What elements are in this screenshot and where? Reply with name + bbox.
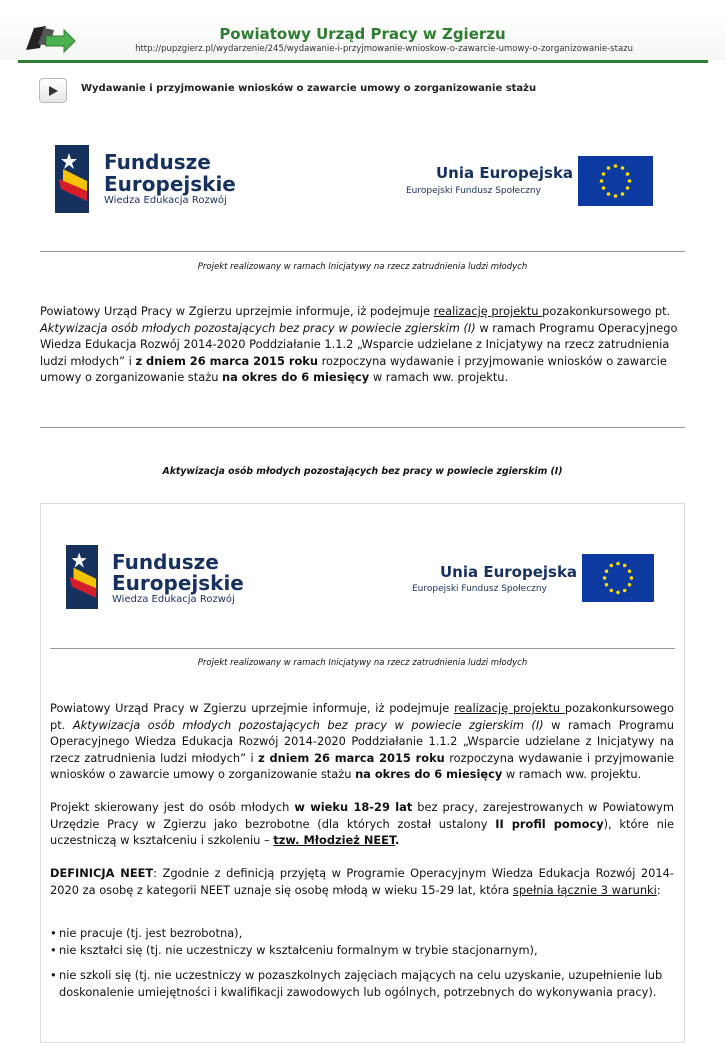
intro-paragraph: Powiatowy Urząd Pracy w Zgierzu uprzejmie informuje, iż podejmuje realizację projektu pozakonkursowego pt. Aktywizacja osób młodych pozostających bez pracy w powiecie zgierskim (I) w ramach Programu Operacyjnego Wiedza Edukacja Rozwój 2014-2020 Poddziałanie 1.1.2 „Wsparcie udzielane z Inicjatywy na rzecz zatrudnienia ludzi młodych” i z dniem 26 marca 2015 roku rozpoczyna wydawanie i przyjmowanie wniosków o zawarcie umowy o zorganizowanie stażu na okres do 6 miesięcy w ramach ww. projektu. — [40, 304, 678, 385]
eu-funds-banner — [40, 128, 685, 223]
ue-line1: Unia Europejska — [440, 563, 578, 581]
fe-line2: Europejskie — [112, 571, 244, 595]
play-arrow-icon — [48, 85, 59, 97]
back-button[interactable] — [39, 78, 67, 103]
neet-conditions-list — [50, 925, 674, 1000]
project-link[interactable]: realizację projektu — [433, 304, 543, 318]
fe-line2: Europejskie — [104, 172, 236, 196]
section-paragraph-2: Projekt skierowany jest do osób młodych w wieku 18-29 lat bez pracy, zarejestrowanych w Powiatowym Urzędzie Pracy w Zgierzu jako bezrobotne (dla których został ustalony II profil pomocy), które nie uczestniczą w kształceniu i szkoleniu – tzw. Młodzież NEET. — [50, 800, 675, 848]
page-url: http://pupzgierz.pl/wydarzenie/245/wydawanie-i-przyjmowanie-wnioskow-o-zawarcie-umowy-o-zorganizowanie-stazu — [135, 44, 633, 54]
divider — [50, 648, 675, 649]
neet-definition: DEFINICJA NEET: Zgodnie z definicją przyjętą w Programie Operacyjnym Wiedza Edukacja Rozwój 2014-2020 za osobę z kategorii NEET uznaje się osobę młodą w wieku 15-29 lat, która spełnia łącznie 3 warunki: — [50, 866, 674, 897]
ue-line1: Unia Europejska — [436, 164, 574, 182]
fe-line3: Wiedza Edukacja Rozwój — [104, 195, 227, 206]
eu-funds-banner — [50, 528, 675, 623]
section-paragraph-1: Powiatowy Urząd Pracy w Zgierzu uprzejmie informuje, iż podejmuje realizację projektu pozakonkursowego pt. Aktywizacja osób młodych pozostających bez pracy w powiecie zgierskim (I) w ramach Programu Operacyjnego Wiedza Edukacja Rozwój 2014-2020 Poddziałanie 1.1.2 „Wsparcie udzielane z Inicjatywy na rzecz zatrudnienia ludzi młodych” i z dniem 26 marca 2015 roku rozpoczyna wydawanie i przyjmowanie wniosków o zawarcie umowy o zorganizowanie stażu na okres do 6 miesięcy w ramach ww. projektu. — [50, 701, 674, 782]
header-divider — [18, 60, 708, 63]
project-link[interactable]: realizację projektu — [454, 701, 565, 715]
fundusze-europejskie-logo-icon — [65, 545, 99, 609]
fe-line1: Fundusze — [112, 550, 219, 574]
fundusze-europejskie-logo-icon — [55, 145, 89, 213]
eu-flag-icon — [582, 554, 654, 602]
eu-flag-icon — [578, 156, 653, 206]
project-caption: Projekt realizowany w ramach Inicjatywy na rzecz zatrudnienia ludzi młodych — [197, 262, 528, 272]
conditions-link[interactable]: spełnia łącznie 3 warunki — [512, 882, 657, 897]
ue-line2: Europejski Fundusz Społeczny — [412, 584, 547, 594]
project-caption: Projekt realizowany w ramach Inicjatywy na rzecz zatrudnienia ludzi młodych — [197, 658, 528, 668]
fe-line3: Wiedza Edukacja Rozwój — [112, 594, 235, 605]
list-item: • nie szkoli się (tj. nie uczestniczy w pozaszkolnych zajęciach mających na celu uzyskanie, uzupełnienie lub doskonalenie umiejętności i kwalifikacji zawodowych lub ogólnych, potrzebnych do wykonywania pracy). — [50, 967, 674, 1000]
site-title[interactable]: Powiatowy Urząd Pracy w Zgierzu — [219, 25, 506, 43]
neet-link[interactable]: tzw. Młodzież NEET — [273, 833, 395, 848]
page-heading: Wydawanie i przyjmowanie wniosków o zawarcie umowy o zorganizowanie stażu — [81, 83, 537, 94]
section-title: Aktywizacja osób młodych pozostających bez pracy w powiecie zgierskim (I) — [162, 466, 563, 477]
ue-line2: Europejski Fundusz Społeczny — [406, 186, 541, 196]
list-item: • nie pracuje (tj. jest bezrobotna), — [50, 925, 674, 942]
divider — [40, 427, 685, 428]
list-item: • nie kształci się (tj. nie uczestniczy w kształceniu formalnym w trybie stacjonarnym), — [50, 942, 674, 959]
fe-line1: Fundusze — [104, 150, 211, 174]
site-header — [0, 0, 725, 62]
divider — [40, 251, 685, 252]
